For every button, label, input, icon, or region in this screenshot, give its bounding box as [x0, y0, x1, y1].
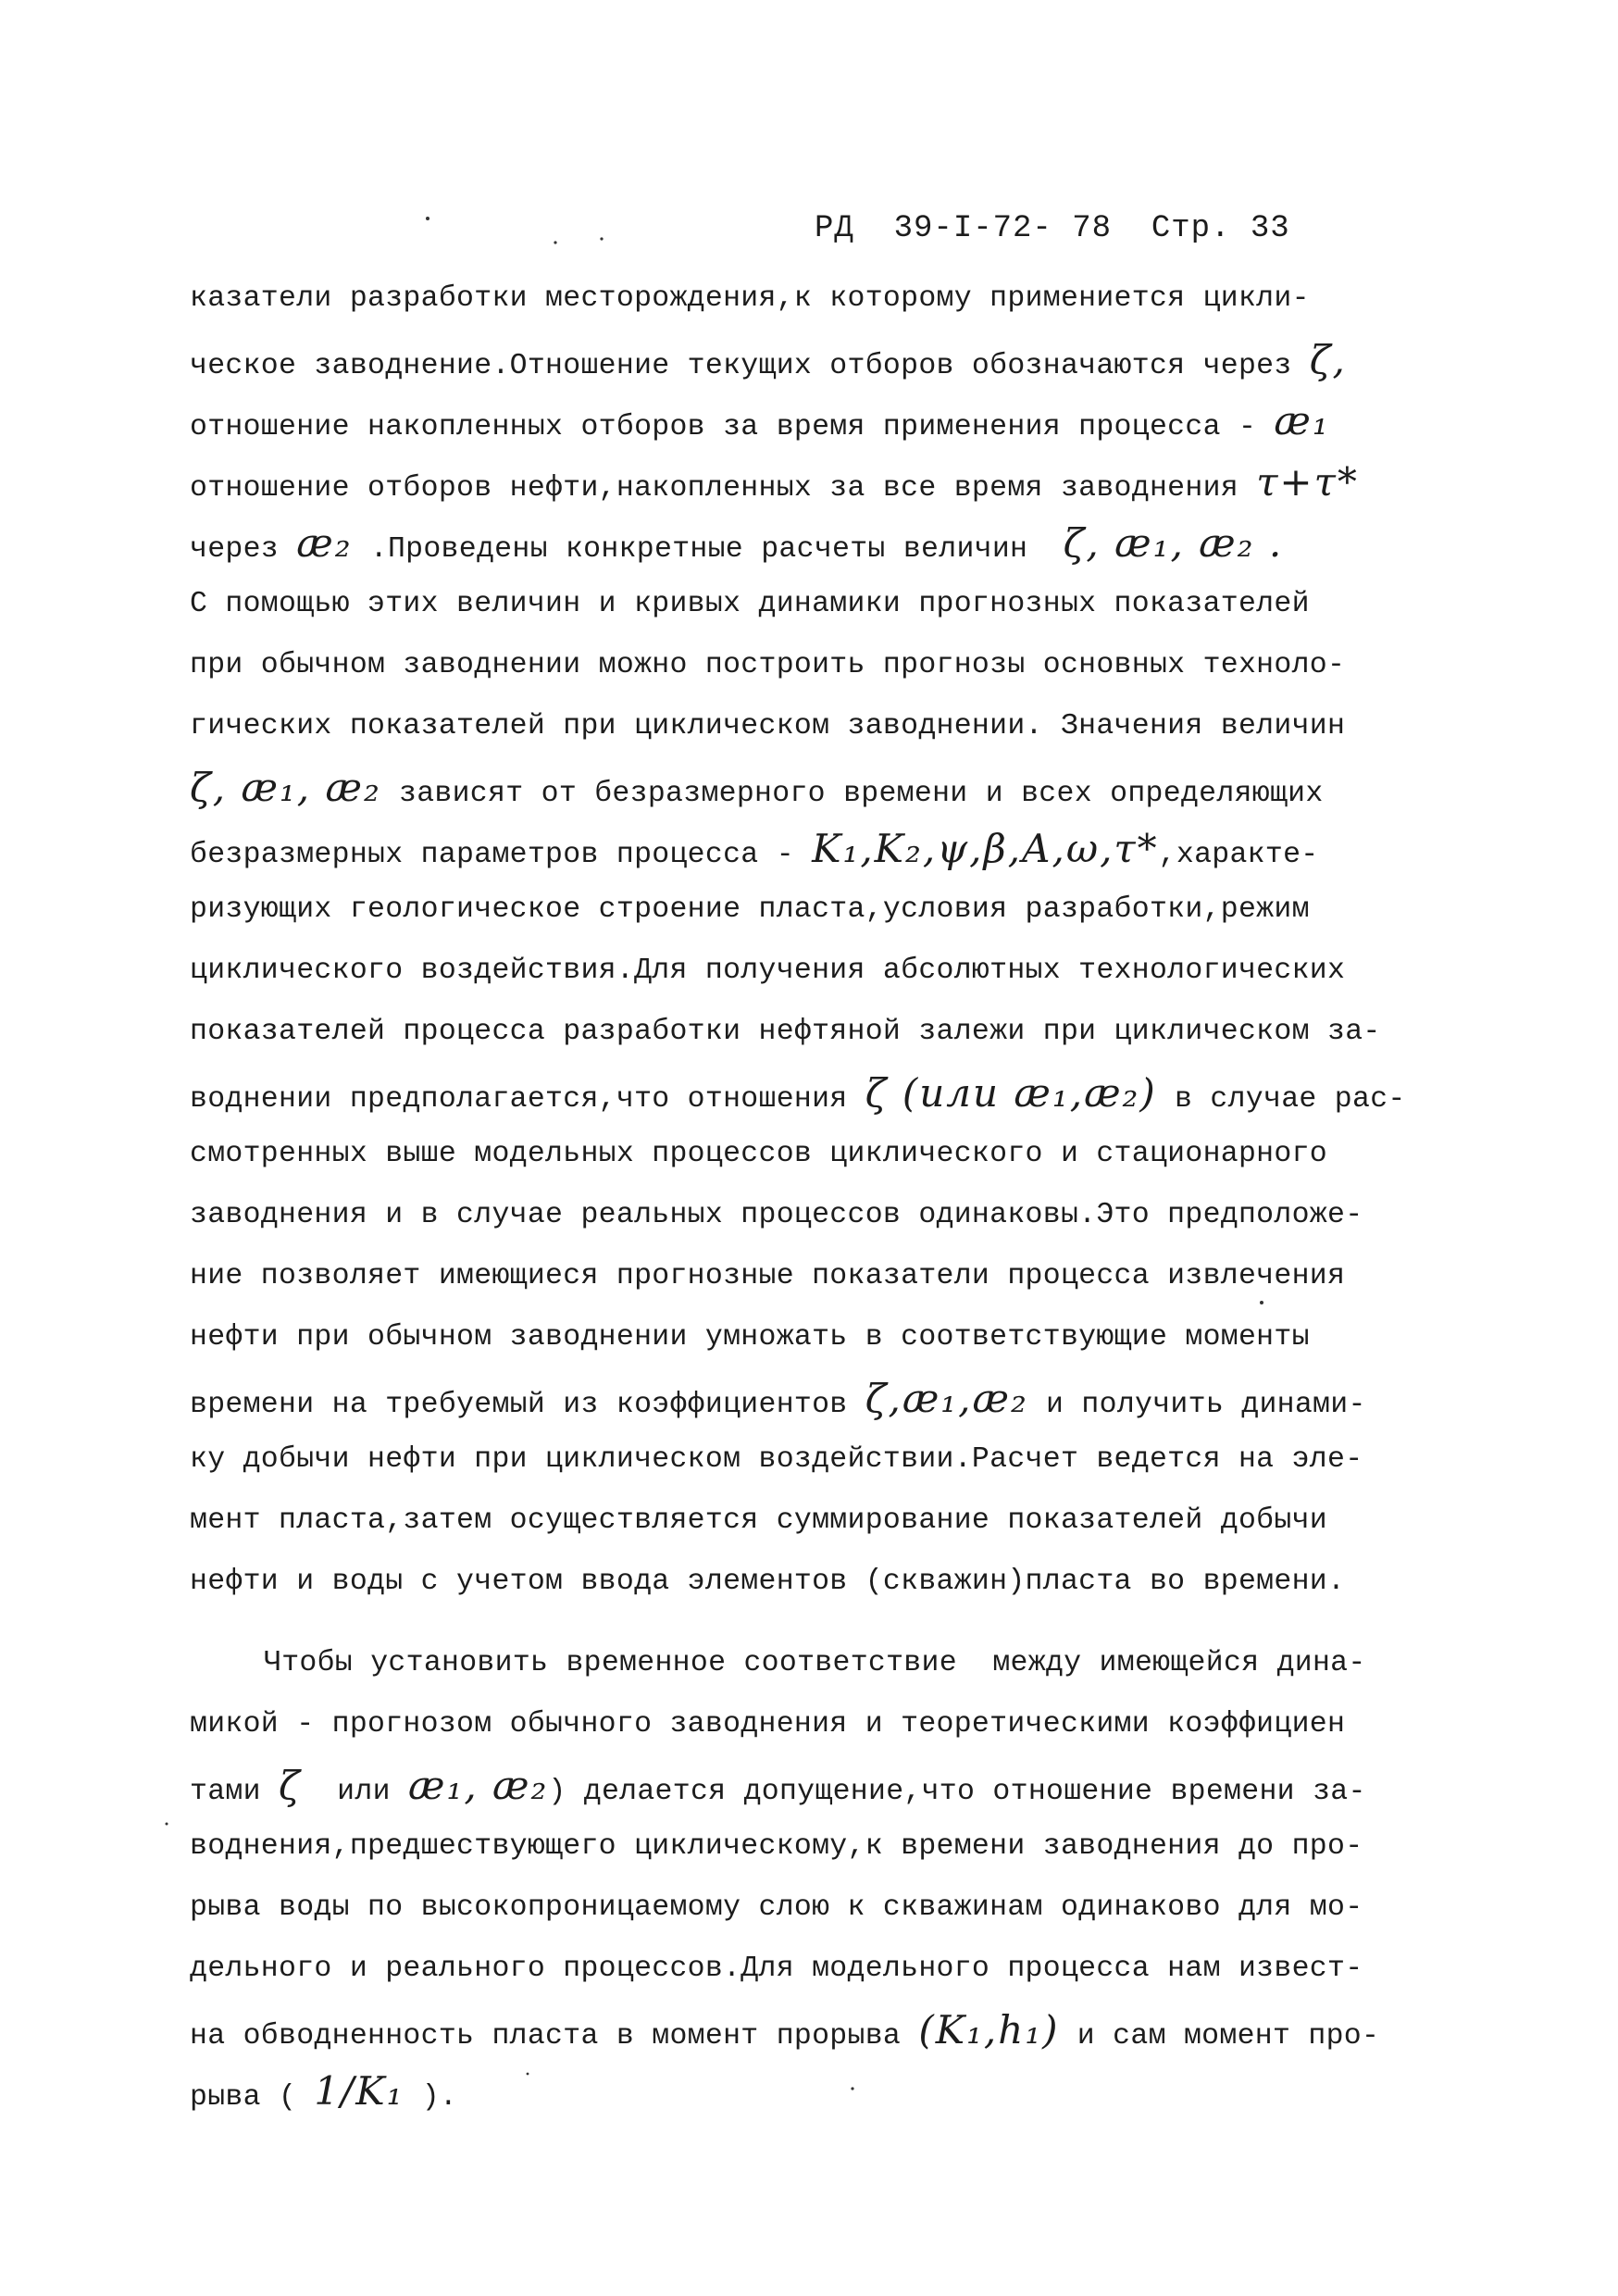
math-symbol: ζ, æ₁, æ₂ . [1063, 520, 1284, 566]
text-segment: и сам момент про- [1059, 2020, 1380, 2053]
text-line [190, 1429, 1430, 1491]
text-segment: ,характе- [1158, 839, 1319, 871]
math-symbol: ζ (или æ₁,æ₂) [865, 1070, 1157, 1116]
text-segment: ческое заводнение.Отношение текущих отборов обозначаются через [190, 350, 1310, 382]
math-symbol: æ₁ [1274, 398, 1330, 443]
text-line [190, 2000, 1430, 2061]
text-segment: и получить динами- [1027, 1389, 1366, 1421]
text-line [190, 757, 1430, 818]
text-line [190, 1063, 1430, 1124]
text-line [190, 1633, 1430, 1694]
text-segment: на обводненность пласта в момент прорыва [190, 2020, 919, 2053]
text-segment: нефти и воды с учетом ввода элементов (скважин)пласта во времени. [190, 1566, 1346, 1598]
text-segment: ку добычи нефти при циклическом воздействии.Расчет ведется на эле- [190, 1443, 1363, 1476]
math-symbol: ζ, æ₁, æ₂ [190, 765, 381, 810]
text-segment: показателей процесса разработки нефтяной залежи при циклическом за- [190, 1016, 1381, 1048]
text-segment: при обычном заводнении можно построить прогнозы основных техноло- [190, 649, 1346, 681]
text-segment: воднении предполагается,что отношения [190, 1083, 865, 1116]
text-segment: Чтобы установить временное соответствие между имеющейся дина- [264, 1647, 1366, 1679]
text-segment: ). [404, 2081, 458, 2114]
math-symbol: æ₁, æ₂ [408, 1763, 549, 1808]
text-segment: ние позволяет имеющиеся прогнозные показатели процесса извлечения [190, 1260, 1346, 1292]
math-symbol: τ+τ* [1256, 459, 1359, 505]
text-line [190, 1124, 1430, 1185]
text-segment: рыва воды по высокопроницаемому слою к скважинам одинаково для мо- [190, 1891, 1363, 1924]
text-line [190, 1552, 1430, 1613]
text-segment: отношение накопленных отборов за время применения процесса - [190, 411, 1275, 443]
text-segment: ) делается допущение,что отношение времени за- [548, 1776, 1366, 1808]
text-segment: через [190, 533, 297, 566]
text-segment: в случае рас- [1156, 1083, 1406, 1116]
text-segment: нефти при обычном заводнении умножать в соответствующие моменты [190, 1321, 1310, 1354]
math-symbol: (K₁,h₁) [918, 2007, 1060, 2053]
body-text [190, 268, 1430, 2122]
text-segment: времени на требуемый из коэффициентов [190, 1389, 865, 1421]
text-segment: зависят от безразмерного времени и всех определяющих [380, 778, 1324, 810]
text-line [190, 1491, 1430, 1552]
text-line [190, 1755, 1430, 1816]
text-line [190, 1939, 1430, 2000]
text-segment: ризующих геологическое строение пласта,условия разработки,режим [190, 893, 1310, 926]
text-line [190, 818, 1430, 880]
math-symbol: ζ,æ₁,æ₂ [865, 1376, 1028, 1421]
text-segment: микой - прогнозом обычного заводнения и теоретическими коэффициен [190, 1708, 1346, 1741]
text-segment: дельного и реального процессов.Для модельного процесса нам извест- [190, 1953, 1363, 1985]
math-symbol: ζ [279, 1763, 302, 1808]
text-line [190, 574, 1430, 635]
text-segment: заводнения и в случае реальных процессов одинаковы.Это предположе- [190, 1199, 1363, 1231]
text-segment: тами [190, 1776, 280, 1808]
text-line [190, 1185, 1430, 1246]
text-line [190, 1878, 1430, 1939]
text-segment: смотренных выше модельных процессов циклического и стационарного [190, 1138, 1327, 1170]
paragraph-2 [190, 1633, 1430, 2122]
math-symbol: ζ, [1309, 337, 1347, 382]
math-symbol: K₁,K₂,ψ,β,A,ω,τ* [812, 826, 1159, 871]
text-line [190, 1002, 1430, 1063]
math-symbol: æ₂ [296, 520, 353, 566]
text-line [190, 1694, 1430, 1755]
text-line [190, 513, 1430, 574]
text-line [190, 1246, 1430, 1307]
text-line [190, 696, 1430, 757]
text-line [190, 330, 1430, 391]
page-header: РД 39-I-72- 78 Стр. 33 [815, 211, 1290, 246]
text-segment: С помощью этих величин и кривых динамики прогнозных показателей [190, 588, 1310, 620]
text-segment: .Проведены конкретные расчеты величин [352, 533, 1064, 566]
text-line [190, 391, 1430, 452]
text-segment: отношение отборов нефти,накопленных за все время заводнения [190, 472, 1257, 505]
text-segment: казатели разработки месторождения,к которому примениется цикли- [190, 282, 1310, 315]
paragraph-1 [190, 268, 1430, 1613]
text-segment: циклического воздействия.Для получения абсолютных технологических [190, 955, 1346, 987]
text-line [190, 941, 1430, 1002]
text-segment: или [301, 1776, 408, 1808]
text-line [190, 1816, 1430, 1878]
text-line [190, 2061, 1430, 2122]
text-segment: рыва ( [190, 2081, 315, 2114]
paragraph-gap [190, 1613, 1430, 1633]
text-segment: гических показателей при циклическом заводнении. Значения величин [190, 710, 1346, 742]
text-segment: безразмерных параметров процесса - [190, 839, 813, 871]
text-line [190, 1307, 1430, 1368]
text-line [190, 635, 1430, 696]
text-line [190, 452, 1430, 513]
text-segment: воднения,предшествующего циклическому,к времени заводнения до про- [190, 1830, 1363, 1863]
text-line [190, 1368, 1430, 1429]
text-line [190, 880, 1430, 941]
text-line [190, 268, 1430, 330]
math-symbol: 1/K₁ [314, 2068, 404, 2114]
text-segment: мент пласта,затем осуществляется суммирование показателей добычи [190, 1504, 1327, 1537]
